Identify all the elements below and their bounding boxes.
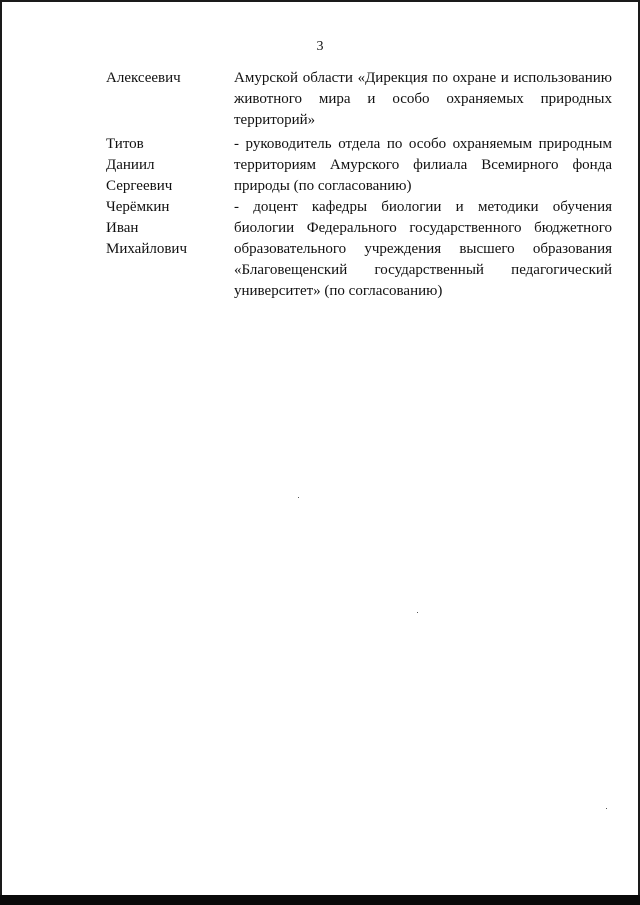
page-number: 3 (316, 39, 324, 54)
person-name (106, 68, 226, 89)
description-line: Амурской области «Дирекция по охране и использованию (234, 70, 612, 86)
description-line: «Благовещенский государственный педагогический (234, 262, 612, 278)
person-description (234, 68, 612, 131)
name-line: Даниил (106, 157, 155, 173)
description-line: - руководитель отдела по особо охраняемым природным (234, 136, 612, 152)
scan-speck (417, 612, 418, 613)
scan-speck (606, 808, 607, 809)
name-line: Иван (106, 220, 139, 236)
person-name (106, 134, 226, 197)
name-line: Титов (106, 136, 144, 152)
name-line: Черёмкин (106, 199, 170, 215)
description-line: природы (по согласованию) (234, 178, 412, 194)
description-line: территорий» (234, 112, 316, 128)
scan-speck (298, 497, 299, 498)
person-description (234, 197, 612, 302)
name-line: Михайлович (106, 241, 187, 257)
description-line: - доцент кафедры биологии и методики обучения (234, 199, 612, 215)
person-name (106, 197, 226, 260)
scan-border-bottom (0, 895, 640, 905)
description-line: образовательного учреждения высшего образования (234, 241, 612, 257)
scan-border-top (0, 0, 640, 2)
description-line: биологии Федерального государственного бюджетного (234, 220, 612, 236)
name-line: Сергеевич (106, 178, 173, 194)
description-line: животного мира и особо охраняемых природных (234, 91, 612, 107)
description-line: территориям Амурского филиала Всемирного фонда (234, 157, 612, 173)
description-line: университет» (по согласованию) (234, 283, 443, 299)
name-line: Алексеевич (106, 70, 181, 86)
scan-border-left (0, 0, 2, 905)
person-description (234, 134, 612, 197)
